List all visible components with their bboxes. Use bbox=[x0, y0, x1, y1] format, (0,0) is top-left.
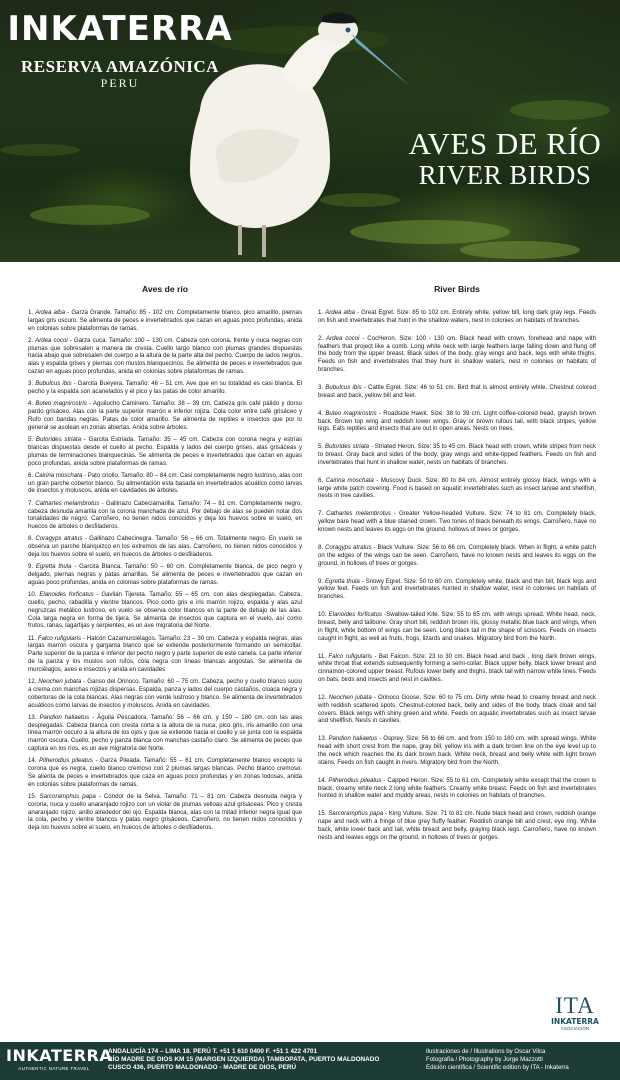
species-number: 3. bbox=[318, 383, 326, 391]
hero-title bbox=[400, 128, 610, 190]
species-number: 5. bbox=[318, 443, 325, 451]
species-entry bbox=[28, 678, 302, 709]
species-entry bbox=[318, 611, 596, 642]
species-number: 6. bbox=[318, 476, 326, 484]
species-scientific-name: Neochen jubata bbox=[328, 693, 372, 701]
species-entry bbox=[318, 544, 596, 567]
species-scientific-name: Cairina moschata bbox=[34, 471, 83, 479]
species-scientific-name: Falco rufigularis bbox=[328, 652, 373, 660]
species-entry bbox=[318, 443, 596, 466]
species-number: 13. bbox=[28, 713, 40, 721]
species-description: - King Vulture. Size: 71 to 81 cm. Nude black head and crown, reddish orange nape and neck with a fringe of blue grey fluffy feather. Reddish orange bill and crest, eye ring. White back, white lower back and tail, white breast and belly, graying black legs. Carroñero, have no known nests and leaves eggs on the ground, in hollows of trees or gorges. bbox=[318, 810, 596, 841]
species-description: - Great Egret. Size: 85 to 102 cm. Entirely white, yellow bill, long dark gray legs. Feeds on fish and invertebrates that hunt in the shallow waters, nest in colonies on habitats of branches. bbox=[318, 309, 596, 324]
species-entry bbox=[28, 635, 302, 674]
species-number: 13. bbox=[318, 735, 329, 743]
footer-tagline: AUTHENTIC NATURE TRAVEL bbox=[18, 1066, 90, 1071]
species-entry bbox=[28, 500, 302, 531]
species-scientific-name: Pilherodius pileatus bbox=[39, 757, 93, 765]
species-description: - Cóndor de la Selva. Tamaño: 71 – 81 cm. Cabeza desnuda negra y corona, nuca y cuello anaranjado rojizo con un violar de plumas velloas azul grisáceas. Pico y cresta anaranjado rojizo, anillo alrededor del ojo. Espalda blanca, alas con la mitad inferior negra igual que la cola, pecho y vientre blancos y patas negro grisáceos. Carroñero, no tienen nidos conocidos y deja los huevos sobre el suelo, en huecos de árboles o desfiladeros. bbox=[28, 793, 302, 832]
english-column bbox=[318, 284, 596, 852]
ita-logo-text: ITA bbox=[555, 993, 595, 1018]
species-description: - Ganso del Orinoco. Tamaño: 60 – 75 cm. Cabeza, pecho y cuello blanco sucio a crema con manchas rojizas dispersas. Espalda, panza y lados del cuerpo castaños, cloaca negra y cobertoras de la cola blancas. Alas negras con verde lustroso y blanco. Se alimenta de invertebrados acuáticos como larvas de insectos y moluscos. Anida en cavidades. bbox=[28, 678, 302, 709]
species-description: - Greater Yellow-headed Vulture. Size: 74 to 81 cm. Completely black, yellow bare head with a blue stained crown. Two tones of black beneath its wings. Carroñero, have no known nests and leaves its eggs on the ground, hollows of trees or gorges. bbox=[318, 510, 596, 534]
footer bbox=[0, 1042, 620, 1080]
species-number: 5. bbox=[28, 436, 36, 444]
species-scientific-name: Butorides striata bbox=[324, 443, 370, 451]
species-entry bbox=[318, 510, 596, 533]
species-scientific-name: Egretta thula bbox=[324, 577, 360, 585]
footer-address bbox=[108, 1048, 418, 1073]
species-number: 15. bbox=[28, 793, 40, 801]
species-number: 2. bbox=[318, 334, 327, 342]
species-entry bbox=[28, 380, 302, 396]
species-entry bbox=[28, 535, 302, 558]
species-number: 9. bbox=[318, 577, 325, 585]
species-entry bbox=[28, 436, 302, 467]
species-scientific-name: Cathartes melambrotus bbox=[35, 499, 100, 507]
species-entry bbox=[28, 563, 302, 586]
spanish-column bbox=[28, 284, 302, 837]
species-entry bbox=[318, 578, 596, 601]
species-number: 4. bbox=[318, 409, 326, 417]
species-description: - Capped Heron. Size: 55 to 61 cm. Completely white except that the crown is black, creamy white neck 2 long white feathers. Creamy white breast. Feeds on fish and invertebrates hunted in shallow water and muddy areas, nests in colonies on habitats of branches. bbox=[318, 776, 596, 800]
brand-reserve: RESERVA AMAZÓNICA bbox=[21, 57, 219, 76]
species-description: - Garcita Blanca. Tamaño: 50 – 60 cm. Completamente blanca, de pico negro y delgado, piernas negras y patas amarillas. Se alimenta de peces e invertebrados que cazan en aguas poco profundas, anida en colonias sobre plataformas de ramas. bbox=[28, 563, 303, 586]
species-number: 2. bbox=[28, 336, 36, 344]
species-scientific-name: Ardea cocoi bbox=[326, 334, 360, 342]
species-entry bbox=[28, 591, 302, 630]
species-number: 6. bbox=[28, 471, 35, 479]
species-scientific-name: Sarcoramphus papa bbox=[328, 810, 384, 818]
species-scientific-name: Pandion haliaetus bbox=[328, 735, 378, 743]
species-entry bbox=[28, 714, 302, 753]
species-entry bbox=[318, 384, 596, 400]
species-number: 10. bbox=[28, 591, 40, 599]
species-number: 1. bbox=[318, 309, 326, 316]
species-description: - Garcita Bueyera. Tamaño: 46 – 51 cm. Ave que en su totalidad es casi blanca. El pecho y la espalda son acanelados y el pico y las patas de color amarillo. bbox=[28, 380, 303, 396]
species-entry bbox=[28, 337, 302, 376]
species-number: 8. bbox=[318, 544, 325, 552]
english-entries bbox=[318, 309, 596, 841]
footer-address-line: RÍO MADRE DE DIOS KM 15 (MARGEN IZQUIERDA) TAMBOPATA, PUERTO MALDONADO bbox=[108, 1056, 380, 1064]
species-description: -Swallow-tailed Kite. Size: 55 to 65 cm. with wings spread. White head, neck, breast, belly and tailbone. Gray short bill, reddish brown iris, glossy metallic blue back and wings, when in flight, white bottom of wings can be seen. Long black tail in the shape of scissors. Feeds on insects caught in flight, as well as fruits, frogs, lizards and snakes. Migratory bird from the North. bbox=[318, 611, 596, 642]
inkaterra-logo bbox=[0, 10, 240, 90]
title-spanish: AVES DE RÍO bbox=[408, 126, 602, 161]
footer-credit-line: Edición científica / Scientific edition by ITA - Inkaterra bbox=[426, 1064, 569, 1072]
species-description: - Gallinazo Cabeciamarilla. Tamaño: 74 – 81 cm. Completamente negro, cabeza desnuda amarilla con la corona manchada de azul. Por debajo de alas se pueden notar dos tonalidades de negro. Carroñero, no tienen nidos conocidos y deja los huevos sobre el suelo, en huecos de árboles o desfiladeros. bbox=[28, 499, 302, 531]
species-scientific-name: Cathartes melambrotus bbox=[326, 510, 391, 518]
species-number: 12. bbox=[318, 693, 329, 701]
species-description: - Garcita Estriada. Tamaño: 35 – 45 cm. Cabeza con corona negra y estrías blancas dispuestas desde el cuello al pecho. Espalda y lados del cuerpo grises, alas grisáceas y plumas de terminaciones blanquecinas. Se alimenta de peces e invertebrados que cazan en aguas poco profundas, anida sobre plataformas de ramas. bbox=[28, 436, 303, 467]
species-number: 14. bbox=[318, 776, 329, 784]
species-number: 15. bbox=[318, 810, 329, 818]
species-scientific-name: Bubulcus ibis bbox=[35, 380, 72, 388]
species-scientific-name: Coragyps atratus bbox=[35, 535, 83, 543]
species-entry bbox=[318, 410, 596, 433]
english-heading: River Birds bbox=[434, 284, 480, 294]
species-entry bbox=[28, 309, 302, 332]
species-entry bbox=[318, 810, 596, 841]
species-description: - Gallinazo Cabecinegra. Tamaño: 56 – 66 cm. Totalmente negro. En vuelo se observa un parche blanquizco en los extremos de las alas. Carroñero, no tienen nidos conocidos y deja los huevos sobre el suelo, en huecos de árboles o desfiladeros. bbox=[28, 535, 302, 559]
species-scientific-name: Falco rufigularis bbox=[37, 634, 82, 642]
species-scientific-name: Pilherodius pileatus bbox=[328, 776, 382, 784]
footer-address-line: CUSCO 436, PUERTO MALDONADO - MADRE DE DIOS, PERÚ bbox=[108, 1064, 297, 1072]
species-number: 11. bbox=[318, 652, 329, 660]
brand-name: INKATERRA bbox=[7, 9, 233, 49]
footer-credit-line: Ilustraciones de / Illustrations by Oscar Vilca bbox=[426, 1048, 546, 1055]
species-entry bbox=[318, 309, 596, 325]
species-number: 4. bbox=[28, 400, 36, 408]
species-scientific-name: Pandion haliaetus bbox=[39, 713, 90, 721]
spanish-entries bbox=[28, 309, 302, 832]
species-entry bbox=[28, 472, 302, 495]
species-description: - Bat Falcon. Size: 23 to 30 cm. Black head and back , long dark brown wings, white throat that extends subsequently forming a semi-collar. Black upper belly, black lower breast and cinnamon-colored upper breast. Rufous lower belly and thighs, black tail with narrow white lines. Feeds on bats, birds and insects and nest in cavities. bbox=[318, 652, 596, 683]
species-number: 14. bbox=[28, 757, 40, 765]
species-description: - Águila Pescadora. Tamaño: 56 – 66 cm. y 150 – 180 cm. con las alas desplegadas. Cabeza blanca con cresta corta a la altura de la nuca, pico gris, iris amarillo con una línea marrón oscuro a la altura de los ojos y que se extiende hacia el cuello y se junta con la espalda marrón oscura. Cuello, pecho y panza blanca con manchas castaño claro. Se alimenta de peces que captura en los ríos, es un ave migratoria del Norte. bbox=[28, 713, 302, 753]
ita-logo-association: ASOCIACIÓN bbox=[560, 1026, 590, 1031]
hero-banner bbox=[0, 0, 620, 262]
species-description: - Pato criollo. Tamaño: 80 – 84 cm. Casi completamente negro lustroso, alas con un gran parche cobertor blanco. Su alimentación esta basada en invertebrados acuático como larvas de insectos y moluscos, anida en cavidades de árboles. bbox=[28, 471, 303, 495]
species-entry bbox=[318, 653, 596, 684]
species-entry bbox=[318, 694, 596, 725]
ita-logo-brand: INKATERRA bbox=[551, 1017, 599, 1026]
species-scientific-name: Buteo magnirostris bbox=[35, 400, 87, 408]
title-english: RIVER BIRDS bbox=[418, 160, 592, 190]
species-description: - Halcón Cazamurciélagos. Tamaño: 23 – 30 cm. Cabeza y espalda negras, alas largas marrón oscura y garganta blanco que se extiende posteriormente formando un semicollar. Parte superior de la panza e inferior del pecho negro y parte superior de este canela. La parte inferior de la panza y los muslos son rufos, cola negra con líneas blancas angostas. Se alimenta de murciélagos, aves e insectos y anida en cavidades bbox=[28, 634, 303, 673]
species-entry bbox=[28, 757, 302, 788]
footer-address-line: ANDALUCÍA 174 – LIMA 18. PERÚ T. +51 1 610 0400 F. +51 1 422 4701 bbox=[108, 1048, 318, 1055]
species-number: 7. bbox=[318, 510, 327, 518]
species-scientific-name: Butorides striata bbox=[35, 436, 81, 444]
species-number: 12. bbox=[28, 678, 39, 686]
species-entry bbox=[28, 400, 302, 431]
species-description: - Black Vulture. Size: 56 to 66 cm. Completely black. When in flight, a white patch on the edges of the wings can be seen. Carroñero, have no known nests and leaves its eggs on the ground, in hollows of trees or gorges. bbox=[318, 544, 596, 567]
species-scientific-name: Ardea cocoi bbox=[35, 336, 68, 344]
species-scientific-name: Coragyps atratus bbox=[325, 544, 372, 552]
species-entry bbox=[318, 335, 596, 374]
species-scientific-name: Sarcoramphus papa bbox=[39, 793, 96, 801]
species-description: - Striated Heron. Size: 35 to 45 cm. Black head with crown, white stripes from neck to breast. Gray back and sides of the body, gray wings and white-tipped feathers. Feeds on fish and invertebrates that hunt in shallow water, nests on habitats of branches. bbox=[318, 443, 597, 466]
species-entry bbox=[318, 735, 596, 766]
species-number: 7. bbox=[28, 499, 36, 507]
species-description: - Orinoco Goose. Size: 60 to 75 cm. Dirty white head to creamy breast and neck with reddish scattered spots. Chestnut-colored back, belly and sides of the body, black cloak and tail covers. Black wings with shiny green and white. Feeds on aquatic invertebrates such as insect larvae and shellfish. Nests in cavities. bbox=[318, 693, 596, 725]
species-scientific-name: Ardea alba bbox=[325, 309, 355, 316]
species-description: - Roadside Hawk. Size: 38 to 39 cm. Light coffee-colored head, grayish brown back. Brown top wing and reddish lower wings. Gray or brown rufous tail, with black stripes, yellow legs. Eats reptiles and insects that are out in open areas. Nests on trees. bbox=[318, 409, 596, 433]
brand-country: PERU bbox=[100, 76, 140, 90]
species-description: - Garza Pileada. Tamaño: 55 – 61 cm. Completamente blanco excepto la corona que es negra, cuello blanco cremoso con 2 plumas largas blancas. Pecho blanco cremoso. Se alienta de peces e invertebrados que caza en aguas poco profundas y en zonas lodosas, anida en colonias sobre plataformas de ramas. bbox=[28, 757, 302, 788]
species-description: - Osprey. Size: 56 to 66 cm. and from 150 to 180 cm. with spread wings. White head with short crest from the nape, gray bill, yellow iris with a dark brown line on the eye level up to the neck which reaches the its dark brown back. White neck, breast and belly white with light brown stains. Feeds on fish caught in rivers. Migratory bird from the North. bbox=[318, 735, 596, 766]
footer-credit-line: Fotografía / Photography by Jorge Mazzotti bbox=[426, 1056, 543, 1064]
species-number: 11. bbox=[28, 634, 38, 642]
ita-logo bbox=[545, 995, 605, 1032]
species-number: 8. bbox=[28, 535, 36, 543]
species-description: - Aguilucho Caminero. Tamaño: 38 – 39 cm. Cabeza gris café pálido y dorso pardo grisáceo. Alas con la parte superior marrón e inferior rojiza. Cola color entre café grisáceo y Rufo con bandas negras. Patas de color amarillo. Se alimenta de reptiles e insectos que por lo general se asolean en zonas abiertas. Anida sobre árboles. bbox=[28, 400, 303, 431]
species-entry bbox=[318, 477, 596, 500]
species-description: - Gavilán Tijereta. Tamaño: 55 – 65 cm. con alas desplegadas. Cabeza, cuello, pecho, rabadilla y vientre blancos. Pico corto gris e iris marrón rojizo, espalda y alas azul negruzcas metálico lustroso, en vuelo se observa color blancos en la parte de debajo de las alas. Cola larga negra en forma de tijera. Se alimenta de insectos que captura en el vuelo, así como frutos, ranas, lagartijas y serpientes, es un ave migratoria del Norte. bbox=[28, 591, 302, 630]
species-number: 10. bbox=[318, 611, 329, 619]
footer-credits bbox=[426, 1048, 616, 1073]
species-scientific-name: Ardea alba bbox=[35, 309, 66, 316]
species-description: - Garza Grande. Tamaño: 85 - 102 cm. Completamente blanco, pico amarillo, piernas largas gris oscuro. Se alimenta de peces e invertebrados que cazan en aguas poco profundas, anida en colonias sobre plataformas de ramas. bbox=[28, 309, 302, 332]
species-scientific-name: Egretta thula bbox=[35, 563, 72, 571]
species-scientific-name: Cairina moschata bbox=[325, 476, 374, 484]
species-scientific-name: Bubulcus ibis bbox=[325, 383, 362, 391]
species-description: - Garza cuca. Tamaño: 100 – 130 cm. Cabeza con corona, frente y nuca negras con plumas que sobresalen a manera de cresta. Cuello largo blanco con plumas grandes dispuestas hacia abajo que sobresalen del cuerpo a la altura de la parte alta del pecho. Cuerpo de lados negros, alas y espalda grises y piernas con muslos blanquecinos. Se alimenta de peces e invertebrados que cazan en aguas poco profundas, anida en colonias sobre plataformas de ramas. bbox=[28, 336, 302, 376]
footer-logo bbox=[6, 1046, 113, 1072]
species-scientific-name: Buteo magnirostris bbox=[325, 409, 377, 417]
species-entry bbox=[318, 777, 596, 800]
species-description: - Muscovy Duck. Size: 80 to 84 cm. Almost entirely glossy black, wings with a large white patch covering. Food is based on aquatic invertebrates such as insect larvae and shellfish, nests in tree cavities. bbox=[318, 476, 596, 500]
species-number: 9. bbox=[28, 563, 36, 571]
species-description: - CocHeron. Size: 100 - 130 cm. Black head with crown, forehead and nape with feathers that project like a comb. Long white neck with large feathers large falling down and flung off the body from the upper breast. Black sides of the body, gray wings and back, legs with white thighs. Feeds on fish and invertebrates that they hunt in shallow waters, nest in colonies on habitats of branches. bbox=[318, 334, 597, 373]
species-number: 3. bbox=[28, 380, 36, 388]
spanish-heading: Aves de río bbox=[141, 284, 188, 294]
species-entry bbox=[28, 793, 302, 832]
species-scientific-name: Elanoides forficatus bbox=[39, 591, 94, 599]
species-description: - Snowy Egret. Size: 50 to 60 cm. Completely white, black and thin bill, black legs and yellow feet. Feeds on fish and invertebrates hunted in shallow water, nest in colonies on habitats of branches. bbox=[318, 577, 596, 601]
species-scientific-name: Elanoides forficatus bbox=[328, 611, 383, 619]
footer-brand-name: INKATERRA bbox=[6, 1046, 113, 1065]
species-number: 1. bbox=[28, 309, 36, 316]
species-scientific-name: Neochen jubata bbox=[38, 678, 82, 686]
species-description: - Cattle Egret. Size: 46 to 51 cm. Bird that is almost entirely white. Chestnut colored breast and back, yellow bill and feet. bbox=[318, 383, 596, 399]
